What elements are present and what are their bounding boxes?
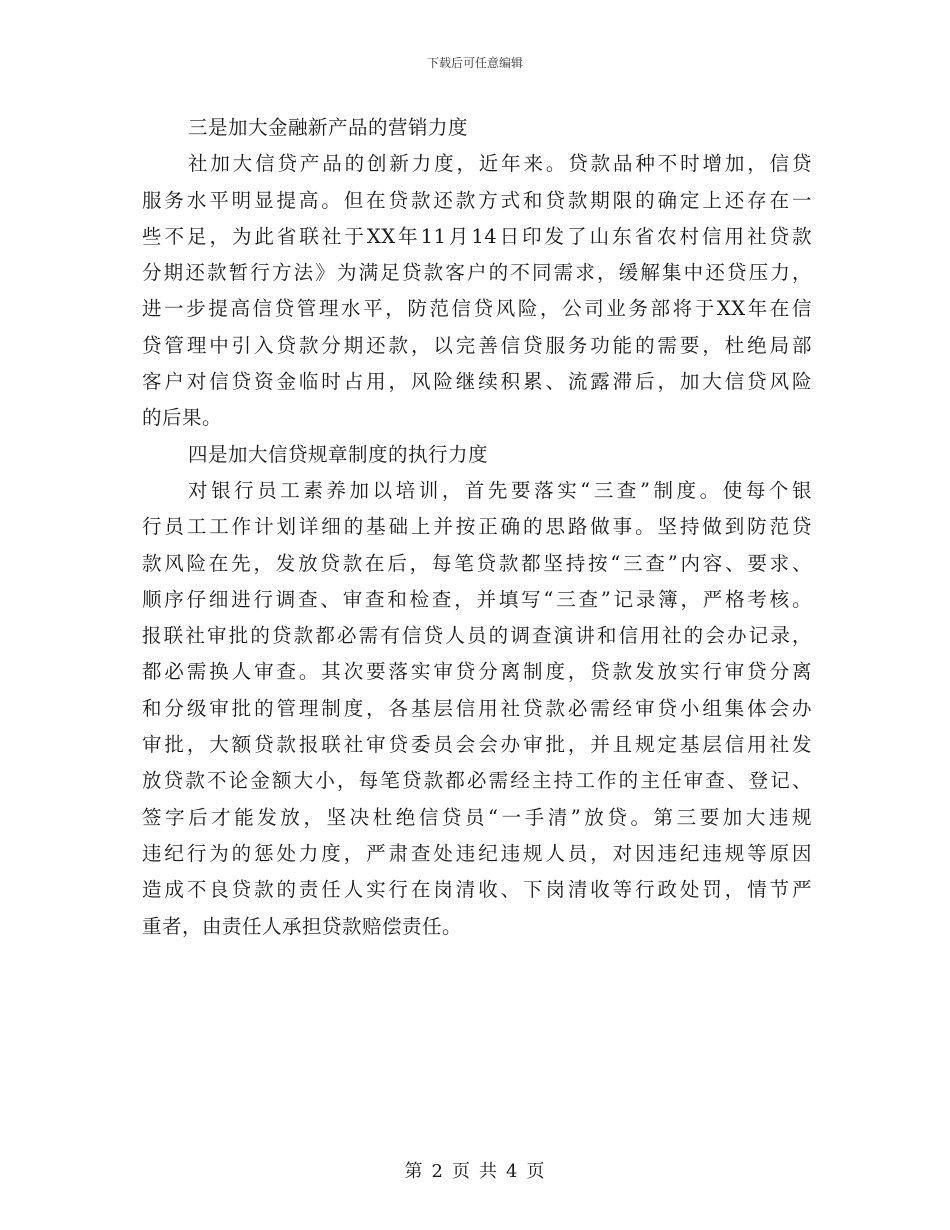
paragraph-line: 分期还款暂行方法》为满足贷款客户的不同需求，缓解集中还贷压力， <box>142 261 812 285</box>
paragraph-line: 服务水平明显提高。但在贷款还款方式和贷款期限的确定上还存在一 <box>142 188 812 212</box>
paragraph-line: 重者，由责任人承担贷款赔偿责任。 <box>142 914 463 938</box>
paragraph-line: 客户对信贷资金临时占用，风险继续积累、流露滞后，加大信贷风险 <box>142 370 812 394</box>
paragraph-line: 的后果。 <box>142 406 223 430</box>
paragraph-line: 款风险在先，发放贷款在后，每笔贷款都坚持按“三查”内容、要求、 <box>142 551 812 575</box>
header-note: 下载后可任意编辑 <box>426 56 523 70</box>
paragraph-line: 对银行员工素养加以培训，首先要落实“三查”制度。使每个银 <box>188 478 812 502</box>
page-mid: 页 <box>452 1161 471 1182</box>
paragraph-line: 签字后才能发放，坚决杜绝信贷员“一手清”放贷。第三要加大违规 <box>142 805 812 829</box>
total-prefix: 共 <box>479 1161 498 1182</box>
current-page-number: 2 <box>431 1161 444 1182</box>
page-prefix: 第 <box>404 1161 424 1182</box>
paragraph-line: 报联社审批的贷款都必需有信贷人员的调查演讲和信用社的会办记录， <box>142 624 812 648</box>
paragraph-line: 些不足，为此省联社于XX年11月14日印发了山东省农村信用社贷款 <box>142 224 812 248</box>
paragraph-line: 和分级审批的管理制度，各基层信用社贷款必需经审贷小组集体会办 <box>142 696 812 720</box>
document-body <box>142 110 812 945</box>
section-heading: 四是加大信贷规章制度的执行力度 <box>188 442 489 466</box>
paragraph-line: 社加大信贷产品的创新力度，近年来。贷款品种不时增加，信贷 <box>188 152 812 176</box>
paragraph-line: 行员工工作计划详细的基础上并按正确的思路做事。坚持做到防范贷 <box>142 515 812 539</box>
page-suffix: 页 <box>526 1161 546 1182</box>
paragraph-line: 造成不良贷款的责任人实行在岗清收、下岗清收等行政处罚，情节严 <box>142 878 812 902</box>
paragraph-line: 都必需换人审查。其次要落实审贷分离制度，贷款发放实行审贷分离 <box>142 660 812 684</box>
paragraph-line: 审批，大额贷款报联社审贷委员会会办审批，并且规定基层信用社发 <box>142 733 812 757</box>
paragraph-line: 违纪行为的惩处力度，严肃查处违纪违规人员，对因违纪违规等原因 <box>142 841 812 865</box>
section-heading: 三是加大金融新产品的营销力度 <box>188 116 469 139</box>
paragraph-line: 进一步提高信贷管理水平，防范信贷风险，公司业务部将于XX年在信 <box>142 297 812 321</box>
total-page-number: 4 <box>506 1161 519 1182</box>
paragraph-line: 放贷款不论金额大小，每笔贷款都必需经主持工作的主任审查、登记、 <box>142 769 812 793</box>
paragraph-line: 顺序仔细进行调查、审查和检查，并填写“三查”记录簿，严格考核。 <box>142 587 812 611</box>
page-footer <box>0 1157 950 1183</box>
paragraph-line: 贷管理中引入贷款分期还款，以完善信贷服务功能的需要，杜绝局部 <box>142 333 812 357</box>
